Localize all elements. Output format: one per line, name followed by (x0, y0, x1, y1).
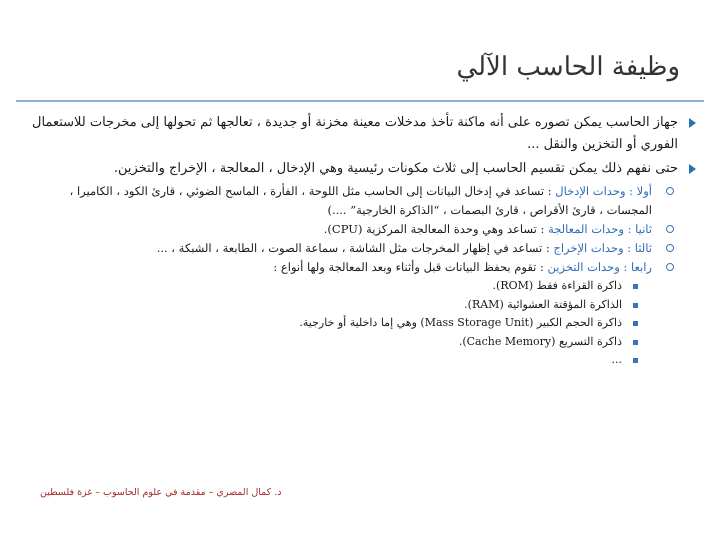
list-item-cache (24, 333, 700, 352)
square-bullet-icon (633, 321, 638, 326)
slide-content (24, 112, 700, 370)
triangle-bullet-icon (689, 118, 696, 128)
item-text: الذاكرة المؤقتة العشوائية (RAM). (464, 297, 622, 311)
list-item-ellipsis (24, 351, 700, 370)
item-text: : تساعد وهي وحدة المعالجة المركزية (CPU). (323, 222, 549, 236)
bullet-text: جهاز الحاسب يمكن تصوره على أنه ماكنة تأخذ مدخلات معينة مخزنة أو جديدة ، تعالجها ثم تحولها إلى مخرجات للاستعمال الفوري أو التخزين والنقل ... (32, 115, 678, 152)
item-text: ذاكرة الحجم الكبير (Mass Storage Unit) وهي إما داخلية أو خارجية. (299, 316, 622, 329)
item-label: ثالثا : وحدات الإخراج (553, 241, 652, 255)
memory-types-list (24, 277, 700, 370)
list-item-storage-units (24, 258, 700, 277)
square-bullet-icon (633, 303, 638, 308)
square-bullet-icon (633, 340, 638, 345)
list-item-processing-units (24, 220, 700, 239)
bullet-text: حتى نفهم ذلك يمكن تقسيم الحاسب إلى ثلاث مكونات رئيسية وهي الإدخال ، المعالجة ، الإخراج والتخزين. (113, 161, 678, 176)
item-label: أولا : وحدات الإدخال (555, 184, 652, 198)
item-label: ثانيا : وحدات المعالجة (548, 222, 652, 236)
square-bullet-icon (633, 284, 638, 289)
list-item-mass-storage (24, 314, 700, 333)
triangle-bullet-icon (689, 164, 696, 174)
slide-footer: د. كمال المصري – مقدمة في علوم الحاسوب – غزة فلسطين (40, 487, 282, 498)
ring-bullet-icon (666, 244, 674, 252)
item-text: ذاكرة التسريع (Cache Memory). (458, 334, 622, 348)
list-item-output-units (24, 239, 700, 258)
list-item-input-units (24, 182, 700, 220)
title-divider (16, 100, 704, 102)
item-text: : تساعد في إدخال البيانات إلى الحاسب مثل اللوحة ، الفأرة ، الماسح الضوئي ، قارئ الكود ، الكاميرا ، المجسات ، قارئ الأقراص ، قارئ البصمات ، “الذاكرة الخارجية” ....) (69, 184, 652, 217)
item-text: : تساعد في إظهار المخرجات مثل الشاشة ، سماعة الصوت ، الطابعة ، الشبكة ، ... (156, 241, 554, 255)
list-item-rom (24, 277, 700, 296)
list-item-ram (24, 296, 700, 315)
ring-bullet-icon (666, 263, 674, 271)
bullet-components (24, 158, 700, 180)
ring-bullet-icon (666, 225, 674, 233)
item-text: ذاكرة القراءة فقط (ROM). (492, 279, 622, 292)
bullet-definition (24, 112, 700, 156)
slide-title: وظيفة الحاسب الآلي (456, 52, 680, 82)
units-list (24, 182, 700, 277)
ring-bullet-icon (666, 187, 674, 195)
item-text: : تقوم بحفظ البيانات قبل وأثناء وبعد المعالجة ولها أنواع : (273, 260, 548, 274)
square-bullet-icon (633, 358, 638, 363)
item-text: ... (611, 353, 622, 366)
item-label: رابعا : وحدات التخزين (547, 260, 652, 274)
